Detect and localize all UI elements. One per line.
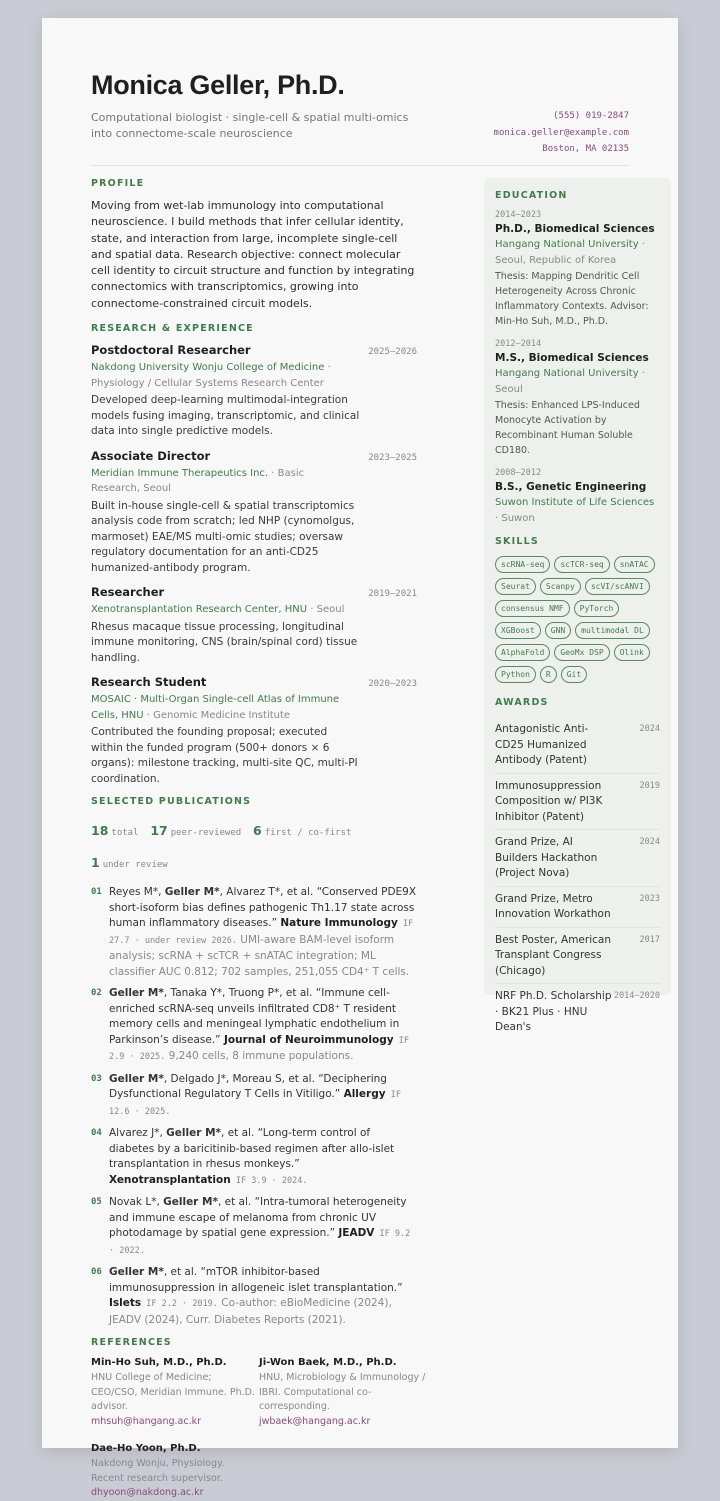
education-section (495, 190, 660, 526)
institution-name: Xenotransplantation Research Center, HNU (91, 604, 308, 616)
reference-card (259, 1357, 427, 1429)
skill-chip: PyTorch (574, 600, 620, 617)
award-year: 2023 (639, 893, 660, 904)
reference-affiliation: HNU, Microbiology & Immunology / IBRI. Computational co-corresponding. (259, 1372, 426, 1413)
publications-section (91, 796, 417, 1328)
publication-item (91, 885, 417, 980)
skill-chip: XGBoost (495, 622, 541, 639)
publication-item (91, 1126, 417, 1189)
publication-item (91, 986, 417, 1066)
skill-chip: R (540, 666, 557, 683)
impact-factor-year: IF 2.9 · 2025. (109, 1035, 409, 1063)
job-title: Associate Director (91, 448, 211, 463)
education-degree: M.S., Biomedical Sciences (495, 352, 649, 364)
job-header (91, 585, 417, 599)
school-location: · Seoul, Republic of Korea (495, 239, 645, 266)
publication-citation (109, 1072, 417, 1121)
reference-name: Min-Ho Suh, M.D., Ph.D. (91, 1357, 227, 1369)
reference-email-link[interactable]: dhyoon@nakdong.ac.kr (91, 1487, 204, 1499)
school-name: Hangang National University (495, 368, 639, 379)
stat-total: 18 total (91, 823, 139, 839)
candidate-name: Monica Geller, Ph.D. (91, 70, 345, 100)
education-school (495, 495, 660, 526)
self-author: Geller M* (109, 1266, 164, 1279)
journal-name: Xenotransplantation (109, 1173, 231, 1186)
award-item (495, 830, 660, 887)
skill-chip: AlphaFold (495, 644, 550, 661)
skill-chip: GNN (545, 622, 571, 639)
authors-title: , Tanaka Y*, Truong P*, et al. “Immune cell-enriched scRNA-seq unveils infiltrated CD8⁺ T resident memory cells and meningeal lymphatic endothelium in Parkinson’s disease.” (109, 987, 400, 1046)
experience-section (91, 323, 417, 787)
education-entry (495, 339, 660, 458)
profile-section (91, 178, 417, 312)
award-item (495, 887, 660, 928)
skill-chip: scRNA-seq (495, 556, 550, 573)
tagline: Computational biologist · single-cell & spatial multi-omics into connectome-scale neuroscience (91, 111, 409, 140)
job-entry (91, 675, 417, 787)
skill-chip: multimodal DL (575, 622, 650, 639)
reference-affiliation: Nakdong Wonju, Physiology. Recent research supervisor. (91, 1458, 225, 1484)
award-name: Grand Prize, AI Builders Hackathon (Project Nova) (495, 836, 598, 879)
school-name: Hangang National University (495, 239, 639, 250)
department: · Seoul (307, 604, 345, 616)
stat-first-author: 6 first / co-first (253, 823, 352, 839)
job-title: Postdoctoral Researcher (91, 343, 251, 358)
authors-before: Novak L*, (109, 1196, 164, 1209)
section-title: SELECTED PUBLICATIONS (91, 796, 252, 808)
education-school (495, 366, 660, 397)
impact-factor-year: IF 2.2 · 2019. (141, 1299, 218, 1310)
award-year: 2019 (639, 780, 660, 791)
publication-citation (109, 1195, 417, 1259)
job-organization (91, 466, 356, 497)
authors-title: , Delgado J*, Moreau S, et al. “Deciphering Dysfunctional Regulatory T Cells in Vitiligo.” (109, 1072, 387, 1101)
school-location: · Seoul (495, 368, 645, 395)
job-description: Contributed the founding proposal; executed within the funded program (500+ donors × 6 organs): milestone tracking, multi-site QC, multi-PI coordination. (91, 726, 358, 785)
self-author: Geller M* (109, 1072, 164, 1085)
job-date: 2019–2021 (368, 589, 417, 600)
reference-email-link[interactable]: jwbaek@hangang.ac.kr (259, 1415, 371, 1427)
job-entry (91, 343, 417, 440)
job-entry (91, 449, 417, 577)
reference-card (91, 1357, 259, 1429)
department: · Physiology / Cellular Systems Research Center (91, 362, 331, 389)
award-name: Immunosuppression Composition w/ PI3K Inhibitor (Patent) (495, 779, 603, 823)
job-organization (91, 360, 356, 391)
education-date: 2014–2023 (495, 210, 542, 220)
skill-chip: Python (495, 666, 536, 683)
publication-note: UMI-aware BAM-level isoform analysis; scRNA + scTCR + snATAC integration; ML classifier AUC 0.812; 702 samples, 251,055 CD4⁺ T cells. (109, 933, 410, 978)
publication-note: 9,240 cells, 8 immune populations. (165, 1050, 354, 1063)
phone[interactable]: (555) 019-2847 (553, 111, 629, 121)
authors-title: , et al. “mTOR inhibitor-based immunosuppression in allogeneic islet transplantation.” (109, 1266, 403, 1294)
job-header (91, 449, 417, 463)
section-title: EDUCATION (495, 190, 568, 201)
publication-number: 06 (91, 1267, 102, 1278)
publication-stats (91, 816, 417, 880)
job-description: Developed deep-learning multimodal-integration models fusing imaging, transcriptomic, and clinical data into single predictive models. (91, 394, 360, 438)
publication-number: 02 (91, 988, 102, 999)
school-name: Suwon Institute of Life Sciences (495, 497, 655, 508)
publication-item (91, 1195, 417, 1259)
skill-chip: Olink (614, 644, 650, 661)
job-header (91, 343, 417, 357)
award-item (495, 774, 660, 831)
skill-chip: snATAC (614, 556, 655, 573)
publication-item (91, 1072, 417, 1121)
authors-title: , et al. “Intra-tumoral heterogeneity and immune escape of melanoma from chronic UV photodamage by spatial gene expression.” (109, 1196, 407, 1240)
publication-citation (109, 885, 417, 980)
references-section (91, 1337, 426, 1501)
job-date: 2023–2025 (368, 452, 417, 463)
location: Boston, MA 02135 (542, 144, 629, 154)
education-degree: Ph.D., Biomedical Sciences (495, 223, 655, 235)
impact-factor-year: IF 3.9 · 2024. (230, 1175, 308, 1186)
profile-text: Moving from wet-lab immunology into computational neuroscience. I build methods that infer cellular identity, state, and interaction from large, incomplete single-cell and spatial data. Research objective: connect molecular cell identity to circuit structure and function by integrating connectomics with transcriptomics, growing into connectome-constrained circuit models. (91, 199, 415, 310)
authors-title: , Alvarez T*, et al. “Conserved PDE9X short-isoform bias defines pathogenic Th1.17 state across human inflammatory diseases.” (109, 886, 417, 930)
award-item (495, 928, 660, 985)
job-date: 2020–2023 (368, 679, 417, 690)
journal-name: Journal of Neuroimmunology (223, 1033, 394, 1046)
publication-item (91, 1265, 417, 1328)
award-year: 2024 (639, 837, 660, 847)
section-title: AWARDS (495, 697, 549, 708)
publication-citation (109, 1126, 417, 1189)
impact-factor-year: IF 12.6 · 2025. (109, 1090, 401, 1117)
job-organization (91, 692, 356, 723)
email-link[interactable]: monica.geller@example.com (493, 127, 629, 138)
main-column (91, 178, 426, 1501)
section-title: SKILLS (495, 536, 539, 547)
section-title: RESEARCH & EXPERIENCE (91, 323, 254, 335)
reference-card (91, 1443, 259, 1501)
skills-section (495, 536, 660, 683)
section-title: PROFILE (91, 178, 145, 189)
publication-number: 05 (91, 1197, 102, 1208)
self-author: Geller M* (166, 1127, 222, 1140)
reference-name: Ji-Won Baek, M.D., Ph.D. (259, 1357, 397, 1369)
job-description: Built in-house single-cell & spatial transcriptomics analysis code from scratch; led NHP (cynomolgus, marmoset) EAE/MS multi-omic studies; oversaw regulatory documentation for an anti-CD25 humanized-antibody program. (91, 499, 355, 574)
award-name: Best Poster, American Transplant Congress (Chicago) (495, 933, 611, 977)
job-title: Research Student (91, 675, 207, 690)
education-thesis: Thesis: Enhanced LPS-Induced Monocyte Activation by Recombinant Human Soluble CD180. (495, 400, 640, 456)
skill-chip: GeoMx DSP (554, 644, 609, 661)
education-degree: B.S., Genetic Engineering (495, 481, 647, 493)
award-name: Grand Prize, Metro Innovation Workathon (495, 892, 611, 920)
impact-factor-year: IF 9.2 · 2022. (109, 1229, 411, 1256)
education-thesis: Thesis: Mapping Dendritic Cell Heterogeneity Across Chronic Inflammatory Contexts. Advisor: Min-Ho Suh, M.D., Ph.D. (495, 271, 649, 327)
institution-name: Nakdong University Wonju College of Medicine (91, 362, 325, 374)
skill-chip: Git (561, 666, 587, 683)
self-author: Geller M* (163, 1196, 218, 1209)
reference-name: Dae-Ho Yoon, Ph.D. (91, 1443, 201, 1455)
publication-number: 01 (91, 887, 102, 898)
authors-before: Alvarez J*, (109, 1127, 167, 1140)
journal-name: Nature Immunology (280, 917, 398, 930)
skill-chip: consensus NMF (495, 600, 570, 617)
publication-note: Co-author: eBioMedicine (2024), JEADV (2024), Curr. Diabetes Reports (2021). (109, 1297, 392, 1326)
reference-email-link[interactable]: mhsuh@hangang.ac.kr (91, 1415, 202, 1427)
job-organization (91, 602, 356, 618)
department: · Genomic Medicine Institute (143, 709, 291, 721)
resume-page (42, 18, 678, 1499)
publication-number: 04 (91, 1128, 102, 1139)
award-year: 2017 (639, 934, 660, 945)
job-date: 2025–2026 (368, 347, 417, 358)
school-location: · Suwon (495, 512, 535, 524)
education-entry (495, 210, 660, 329)
stat-under-review: 1 under review (91, 855, 168, 871)
education-date: 2012–2014 (495, 339, 542, 349)
job-title: Researcher (91, 585, 165, 600)
publication-number: 03 (91, 1073, 102, 1084)
impact-factor-year: IF 27.7 · under review 2026. (109, 919, 414, 946)
education-entry (495, 468, 660, 526)
authors-title: , et al. “Long-term control of diabetes by a baricitinib-based regimen after allo-islet transplantation in rhesus monkeys.” (109, 1127, 395, 1171)
award-year: 2014–2020 (613, 991, 660, 1001)
resume-header (91, 70, 629, 166)
section-title: REFERENCES (91, 1337, 172, 1349)
publication-citation (109, 1265, 417, 1328)
awards-section (495, 697, 660, 1040)
award-name: NRF Ph.D. Scholarship · BK21 Plus · HNU Dean's (495, 990, 612, 1033)
skill-chip: scTCR-seq (554, 556, 609, 573)
self-author: Geller M* (164, 886, 220, 899)
award-year: 2024 (639, 724, 660, 734)
skill-chip: Scanpy (540, 578, 581, 595)
self-author: Geller M* (109, 987, 164, 1000)
education-school (495, 237, 660, 268)
job-header (91, 675, 417, 689)
journal-name: Islets (109, 1297, 142, 1310)
institution-name: Meridian Immune Therapeutics Inc. (91, 467, 269, 479)
award-name: Antagonistic Anti-CD25 Humanized Antibody (Patent) (495, 723, 589, 766)
department: · Basic Research, Seoul (91, 467, 305, 495)
award-item (495, 984, 660, 1040)
journal-name: Allergy (343, 1088, 386, 1101)
authors-before: Reyes M*, (109, 886, 165, 899)
reference-affiliation: HNU College of Medicine; CEO/CSO, Meridian Immune. Ph.D. advisor. (91, 1372, 255, 1413)
stat-peer-reviewed: 17 peer-reviewed (150, 823, 242, 839)
skill-chip: Seurat (495, 578, 536, 595)
award-item (495, 717, 660, 774)
job-entry (91, 585, 417, 666)
education-date: 2008–2012 (495, 468, 542, 478)
job-description: Rhesus macaque tissue processing, longitudinal immune monitoring, CNS (brain/spinal cord) tissue handling. (91, 620, 358, 664)
contact-block (494, 108, 629, 158)
publication-citation (109, 986, 417, 1066)
institution-name: MOSAIC · Multi-Organ Single-cell Atlas of Immune Cells, HNU (91, 694, 340, 721)
journal-name: JEADV (338, 1227, 375, 1240)
sidebar (484, 178, 671, 1033)
skill-chip: scVI/scANVI (585, 578, 650, 595)
